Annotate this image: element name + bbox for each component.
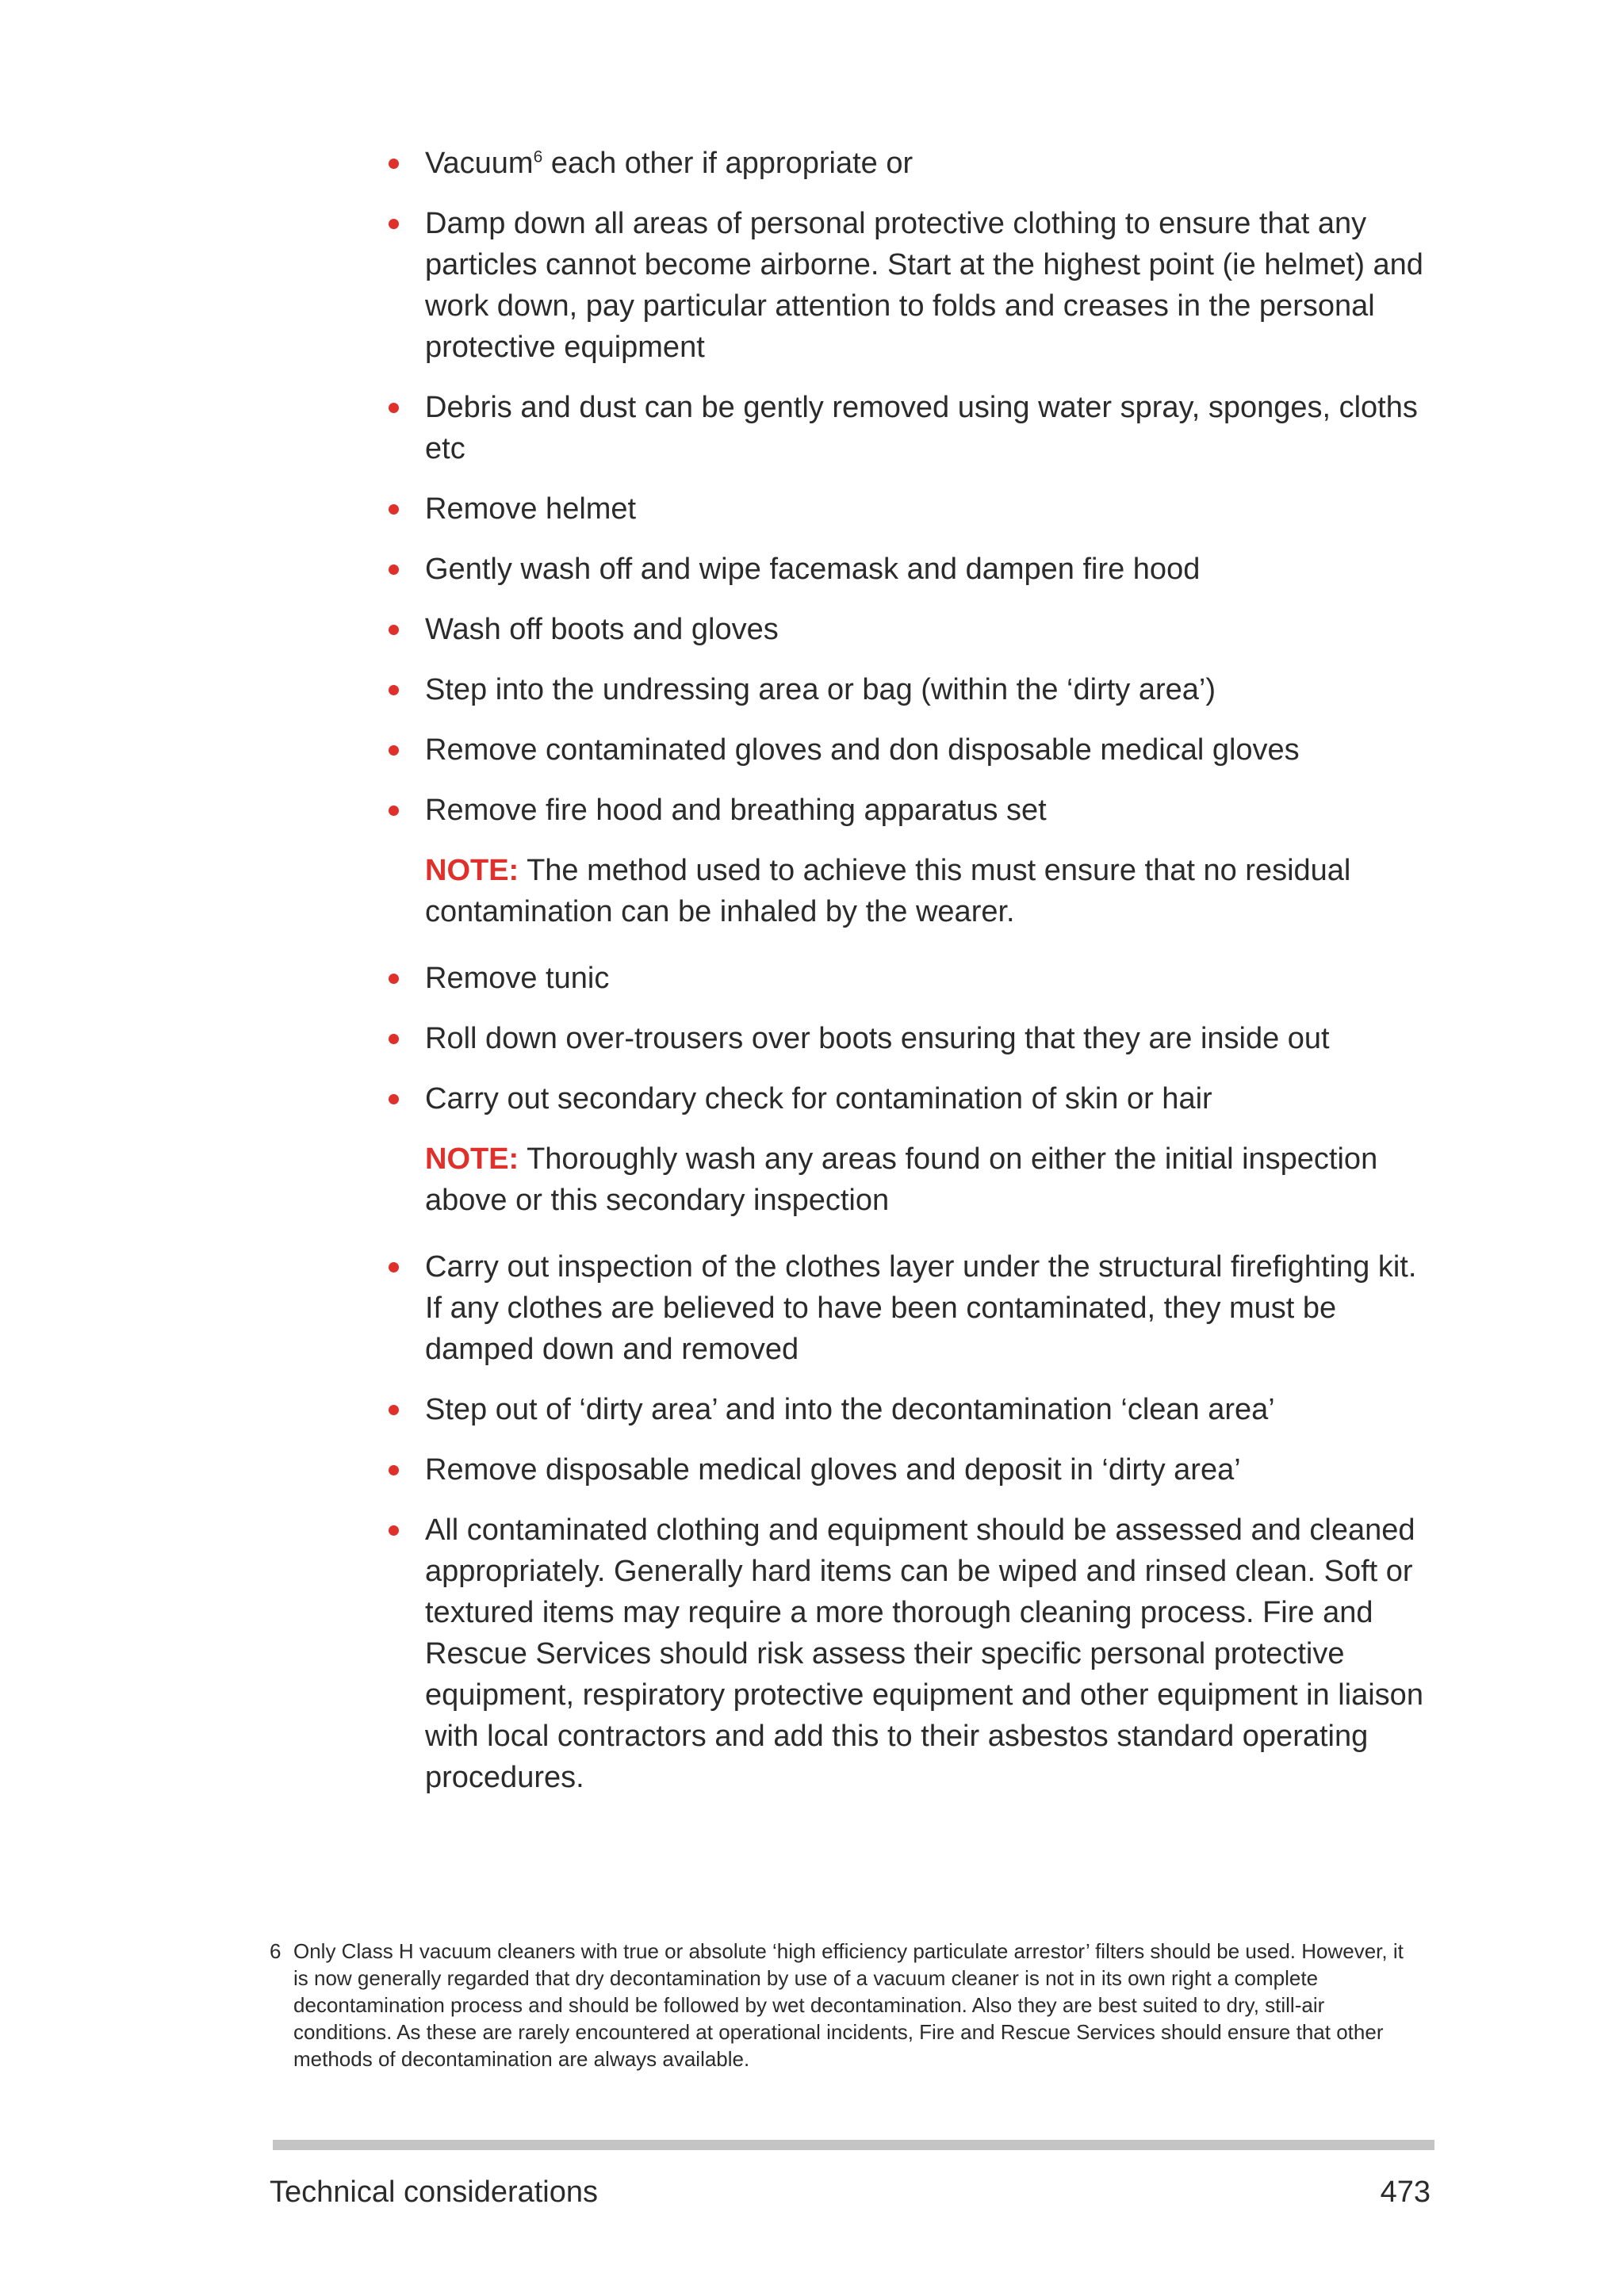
list-item <box>381 790 1427 831</box>
bullet-icon <box>389 403 399 413</box>
footnote-number: 6 <box>270 1939 282 1963</box>
footnote-text: Only Class H vacuum cleaners with true or absolute ‘high efficiency particulate arrestor’ filters should be used. However, it is now generally regarded that dry decontamination by use of a vacuum cleaner is not in its own right a complete decontamination process and should be followed by wet decontamination. Also they are best suited to dry, still-air conditions. As these are rarely encountered at operational incidents, Fire and Rescue Services should ensure that other methods of decontamination are always available. <box>293 1939 1404 2071</box>
list-item <box>381 1449 1427 1490</box>
note-label: NOTE: <box>425 854 519 887</box>
page-number: 473 <box>1380 2175 1431 2209</box>
bullet-text: Step out of ‘dirty area’ and into the decontamination ‘clean area’ <box>425 1393 1275 1426</box>
bullet-text: Remove helmet <box>425 492 637 526</box>
bullet-icon <box>389 974 399 984</box>
bullet-icon <box>389 219 399 229</box>
note-paragraph <box>381 850 1427 932</box>
list-item <box>381 1389 1427 1430</box>
bullet-icon <box>389 1094 399 1104</box>
bullet-icon <box>389 1034 399 1044</box>
note-label: NOTE: <box>425 1142 519 1176</box>
bullet-icon <box>389 625 399 635</box>
bullet-icon <box>389 564 399 575</box>
list-item <box>381 143 1427 184</box>
note-text: The method used to achieve this must ensure that no residual contamination can be inhaled by the wearer. <box>425 854 1351 928</box>
note-paragraph <box>381 1138 1427 1221</box>
bullet-icon <box>389 1262 399 1272</box>
bullet-icon <box>389 1465 399 1475</box>
bullet-text-rest: each other if appropriate or <box>542 147 914 180</box>
list-item <box>381 387 1427 469</box>
footnote-ref: 6 <box>533 147 543 166</box>
bullet-icon <box>389 1525 399 1536</box>
bullet-text: Roll down over-trousers over boots ensuring that they are inside out <box>425 1022 1330 1055</box>
list-item <box>381 549 1427 590</box>
bullet-text: Vacuum <box>425 147 534 180</box>
list-item <box>381 958 1427 999</box>
bullet-text: Carry out inspection of the clothes layer under the structural firefighting kit. If any clothes are believed to have been contaminated, they must be damped down and removed <box>425 1250 1417 1366</box>
bullet-icon <box>389 1405 399 1415</box>
list-item <box>381 729 1427 771</box>
bullet-text: Remove contaminated gloves and don disposable medical gloves <box>425 733 1300 767</box>
footer-section-title: Technical considerations <box>270 2175 599 2209</box>
bullet-text: Step into the undressing area or bag (within the ‘dirty area’) <box>425 673 1216 706</box>
list-item <box>381 203 1427 368</box>
footer-divider <box>273 2140 1434 2150</box>
bullet-text: All contaminated clothing and equipment should be assessed and cleaned appropriately. Generally hard items can be wiped and rinsed clean. Soft or textured items may require a more thorough cleaning process. Fire and Rescue Services should risk assess their specific personal protective equipment, respiratory protective equipment and other equipment in liaison with local contractors and add this to their asbestos standard operating procedures. <box>425 1513 1423 1794</box>
bullet-text: Carry out secondary check for contamination of skin or hair <box>425 1082 1212 1115</box>
list-item <box>381 1018 1427 1059</box>
bullet-icon <box>389 685 399 695</box>
bullet-icon <box>389 504 399 515</box>
bullet-text: Gently wash off and wipe facemask and dampen fire hood <box>425 553 1201 586</box>
list-item <box>381 669 1427 710</box>
list-item <box>381 1078 1427 1119</box>
bullet-icon <box>389 159 399 169</box>
bullet-text: Wash off boots and gloves <box>425 613 779 646</box>
bullet-list <box>381 143 1427 1817</box>
bullet-text: Damp down all areas of personal protective clothing to ensure that any particles cannot become airborne. Start at the highest point (ie helmet) and work down, pay particular attention to folds and creases in the personal protective equipment <box>425 207 1423 364</box>
footnote <box>270 1938 1419 2072</box>
bullet-icon <box>389 745 399 756</box>
list-item <box>381 1510 1427 1798</box>
note-text: Thoroughly wash any areas found on either the initial inspection above or this secondary inspection <box>425 1142 1378 1217</box>
bullet-text: Debris and dust can be gently removed using water spray, sponges, cloths etc <box>425 391 1418 465</box>
list-item <box>381 609 1427 650</box>
bullet-icon <box>389 806 399 816</box>
bullet-text: Remove fire hood and breathing apparatus set <box>425 794 1047 827</box>
bullet-text: Remove disposable medical gloves and deposit in ‘dirty area’ <box>425 1453 1241 1487</box>
bullet-text: Remove tunic <box>425 962 610 995</box>
list-item <box>381 488 1427 530</box>
list-item <box>381 1246 1427 1370</box>
